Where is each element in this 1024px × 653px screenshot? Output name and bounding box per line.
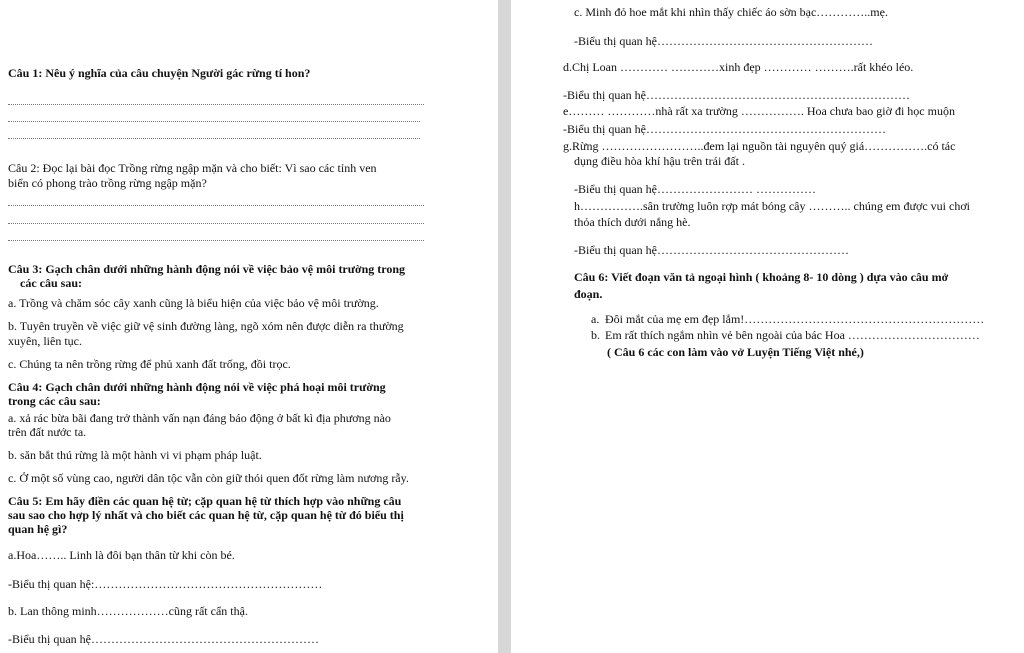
question-4-line-2: trong các câu sau: [8,394,101,408]
list-item-text: Em rất thích ngắm nhìn vẻ bên ngoài của bác Hoa …………………………… [605,328,980,342]
relation-line: -Biểu thị quan hệ…………………………………………………… [563,122,886,136]
item-h-line-2: thỏa thích dưới nắng hè. [574,215,691,229]
question-2-line-1: Câu 2: Đọc lại bài đọc Trồng rừng ngập mặn và cho biết: Vì sao các tỉnh ven [8,161,377,175]
relation-line: -Biểu thị quan hệ………………………………………………… [8,632,319,646]
question-4-item-a-line-2: trên đất nước ta. [8,425,87,439]
answer-line [8,205,424,206]
question-3-item-a: a. Trồng và chăm sóc cây xanh cũng là biểu hiện của việc bảo vệ môi trường. [8,296,379,310]
list-marker: b. [591,328,600,342]
question-6-item-b [591,328,980,342]
question-5-item-b: b. Lan thông minh………………cũng rất cẩn thậ. [8,604,248,618]
item-e: e……… …………nhà rất xa trường ……………. Hoa chưa bao giờ đi học muộn [563,104,955,118]
page-right [511,0,1024,653]
answer-line [8,138,420,139]
item-h-line-1: h…………….sân trường luôn rợp mát bóng cây ……….. chúng em được vui chơi [574,199,970,213]
answer-line [8,104,424,105]
relation-line: -Biểu thị quan hệ…………………… …………… [574,182,816,196]
question-2-line-2: biển có phong trào trồng rừng ngập mặn? [8,176,207,190]
question-4-line-1: Câu 4: Gạch chân dưới những hành động nói về việc phá hoại môi trường [8,380,386,394]
answer-line [8,121,420,122]
question-6-item-a [591,312,984,326]
answer-line [8,240,424,241]
page-gap [498,0,511,653]
question-5-line-2: sau sao cho hợp lý nhất và cho biết các quan hệ từ, cặp quan hệ từ đó biểu thị [8,508,404,522]
question-6-line-1: Câu 6: Viết đoạn văn tả ngoại hình ( khoảng 8- 10 dòng ) dựa vào câu mở [574,270,949,284]
question-4-item-c: c. Ở một số vùng cao, người dân tộc vẫn còn giữ thói quen đốt rừng làm nương rẫy. [8,471,409,485]
relation-line: -Biểu thị quan hệ………………………………………… [574,243,849,257]
answer-line [8,223,424,224]
item-g-line-2: dụng điều hòa khí hậu trên trái đất . [574,154,745,168]
question-5-item-a: a.Hoa…….. Linh là đôi bạn thân từ khi còn bé. [8,548,235,562]
question-3-item-b-line-2: xuyên, liên tục. [8,334,82,348]
question-3-line-2: các câu sau: [20,276,82,290]
question-1: Câu 1: Nêu ý nghĩa của câu chuyện Người gác rừng tí hon? [8,66,311,80]
relation-line: -Biểu thị quan hệ………………………………………………………… [563,88,910,102]
question-3-item-b-line-1: b. Tuyên truyền về việc giữ vệ sinh đường làng, ngõ xóm nên được diễn ra thường [8,319,404,333]
list-item-text: Đôi mắt của mẹ em đẹp lắm!…………………………………………………… [605,312,985,326]
page-left [0,0,498,653]
question-3-line-1: Câu 3: Gạch chân dưới những hành động nói về việc bảo vệ môi trường trong [8,262,406,276]
question-5-line-3: quan hệ gì? [8,522,68,536]
item-c: c. Minh đỏ hoe mắt khi nhìn thấy chiếc áo sờn bạc…………..mẹ. [574,5,888,19]
question-6-note: ( Câu 6 các con làm vào vở Luyện Tiếng Việt nhé,) [607,345,864,359]
question-3-item-c: c. Chúng ta nên trồng rừng để phủ xanh đất trống, đồi trọc. [8,357,291,371]
question-6-line-2: đoạn. [574,287,603,301]
relation-line: -Biểu thị quan hệ:………………………………………………… [8,577,323,591]
question-5-line-1: Câu 5: Em hãy điền các quan hệ từ; cặp quan hệ từ thích hợp vào những câu [8,494,402,508]
item-g-line-1: g.Rừng ……………………..đem lại nguồn tài nguyên quý giá…………….có tác [563,139,956,153]
relation-line: -Biểu thị quan hệ……………………………………………… [574,34,873,48]
item-d: d.Chị Loan ………… …………xinh đẹp ………… ……….rất khéo léo. [563,60,914,74]
question-4-item-a-line-1: a. xả rác bừa bãi đang trở thành vấn nạn đáng báo động ở bất kì địa phương nào [8,411,391,425]
question-4-item-b: b. săn bắt thú rừng là một hành vi vi phạm pháp luật. [8,448,262,462]
list-marker: a. [591,312,600,326]
